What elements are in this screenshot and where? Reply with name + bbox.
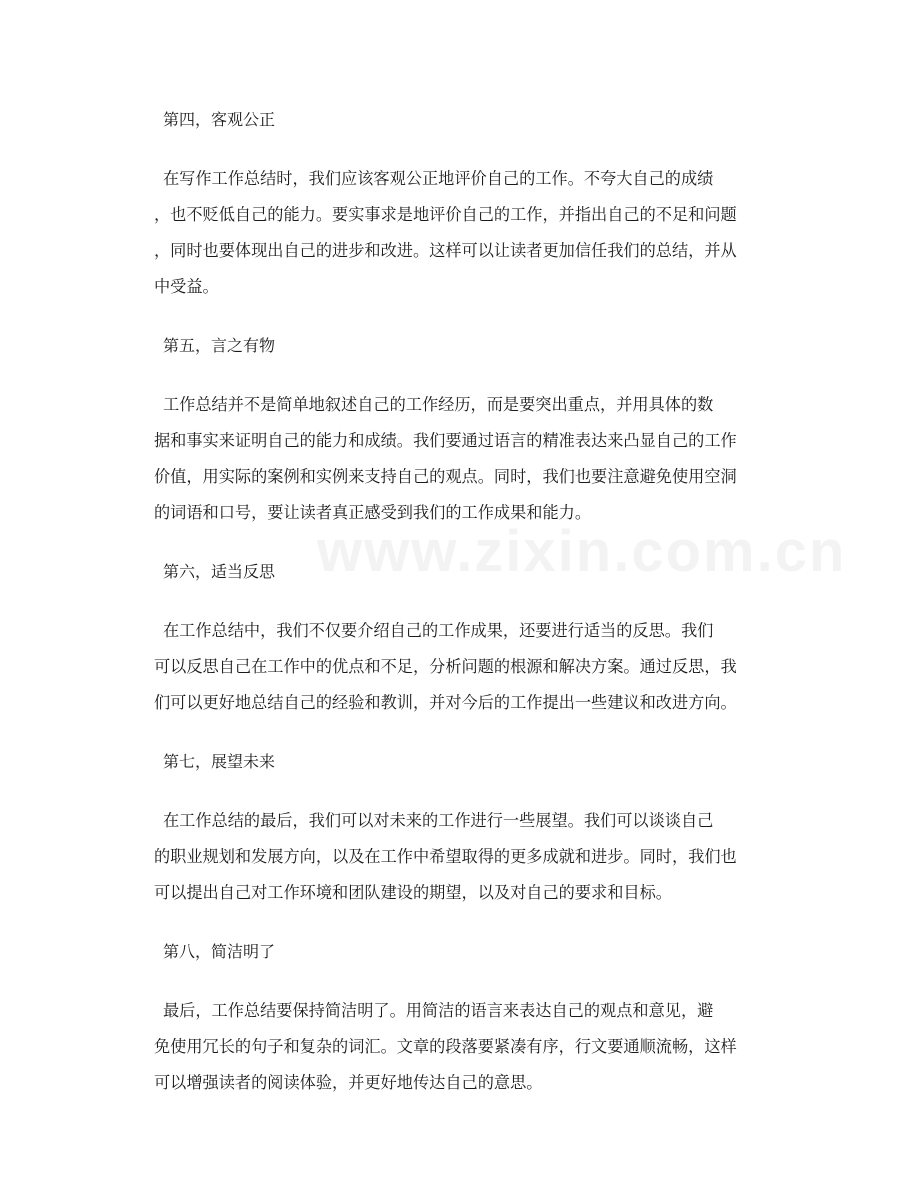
paragraph-line: ，同时也要体现出自己的进步和改进。这样可以让读者更加信任我们的总结，并从 xyxy=(154,241,737,260)
paragraph-line: 的词语和口号，要让读者真正感受到我们的工作成果和能力。 xyxy=(154,503,592,522)
section-heading: 第六，适当反思 xyxy=(163,562,276,581)
paragraph-line: 的职业规划和发展方向，以及在工作中希望取得的更多成就和进步。同时，我们也 xyxy=(154,847,737,866)
paragraph-line: 在工作总结的最后，我们可以对未来的工作进行一些展望。我们可以谈谈自己 xyxy=(163,811,714,830)
watermark-text: www.zixin.com.cn xyxy=(317,519,847,584)
paragraph-line: ，也不贬低自己的能力。要实事求是地评价自己的工作，并指出自己的不足和问题 xyxy=(154,205,737,224)
paragraph-line: 免使用冗长的句子和复杂的词汇。文章的段落要紧凑有序，行文要通顺流畅，这样 xyxy=(154,1037,737,1056)
paragraph-line: 可以增强读者的阅读体验，并更好地传达自己的意思。 xyxy=(154,1073,543,1092)
section-paragraph xyxy=(154,161,763,305)
document-body xyxy=(154,102,763,1124)
section-paragraph xyxy=(154,613,763,721)
paragraph-line: 中受益。 xyxy=(154,277,219,296)
paragraph-line: 可以反思自己在工作中的优点和不足，分析问题的根源和解决方案。通过反思，我 xyxy=(154,657,737,676)
paragraph-line: 可以提出自己对工作环境和团队建设的期望，以及对自己的要求和目标。 xyxy=(154,883,672,902)
paragraph-line: 在工作总结中，我们不仅要介绍自己的工作成果，还要进行适当的反思。我们 xyxy=(163,621,714,640)
section-heading: 第七，展望未来 xyxy=(163,752,276,771)
paragraph-line: 价值，用实际的案例和实例来支持自己的观点。同时，我们也要注意避免使用空洞 xyxy=(154,467,737,486)
section-paragraph xyxy=(154,387,763,531)
section-heading: 第八，简洁明了 xyxy=(163,942,276,961)
paragraph-line: 在写作工作总结时，我们应该客观公正地评价自己的工作。不夸大自己的成绩 xyxy=(163,169,714,188)
section-paragraph xyxy=(154,993,763,1101)
paragraph-line: 据和事实来证明自己的能力和成绩。我们要通过语言的精准表达来凸显自己的工作 xyxy=(154,431,737,450)
section-paragraph xyxy=(154,803,763,911)
section-heading: 第四，客观公正 xyxy=(163,110,276,129)
section-heading: 第五，言之有物 xyxy=(163,336,276,355)
paragraph-line: 们可以更好地总结自己的经验和教训，并对今后的工作提出一些建议和改进方向。 xyxy=(154,693,737,712)
paragraph-line: 最后，工作总结要保持简洁明了。用简洁的语言来表达自己的观点和意见，避 xyxy=(163,1001,714,1020)
paragraph-line: 工作总结并不是简单地叙述自己的工作经历，而是要突出重点，并用具体的数 xyxy=(163,395,714,414)
